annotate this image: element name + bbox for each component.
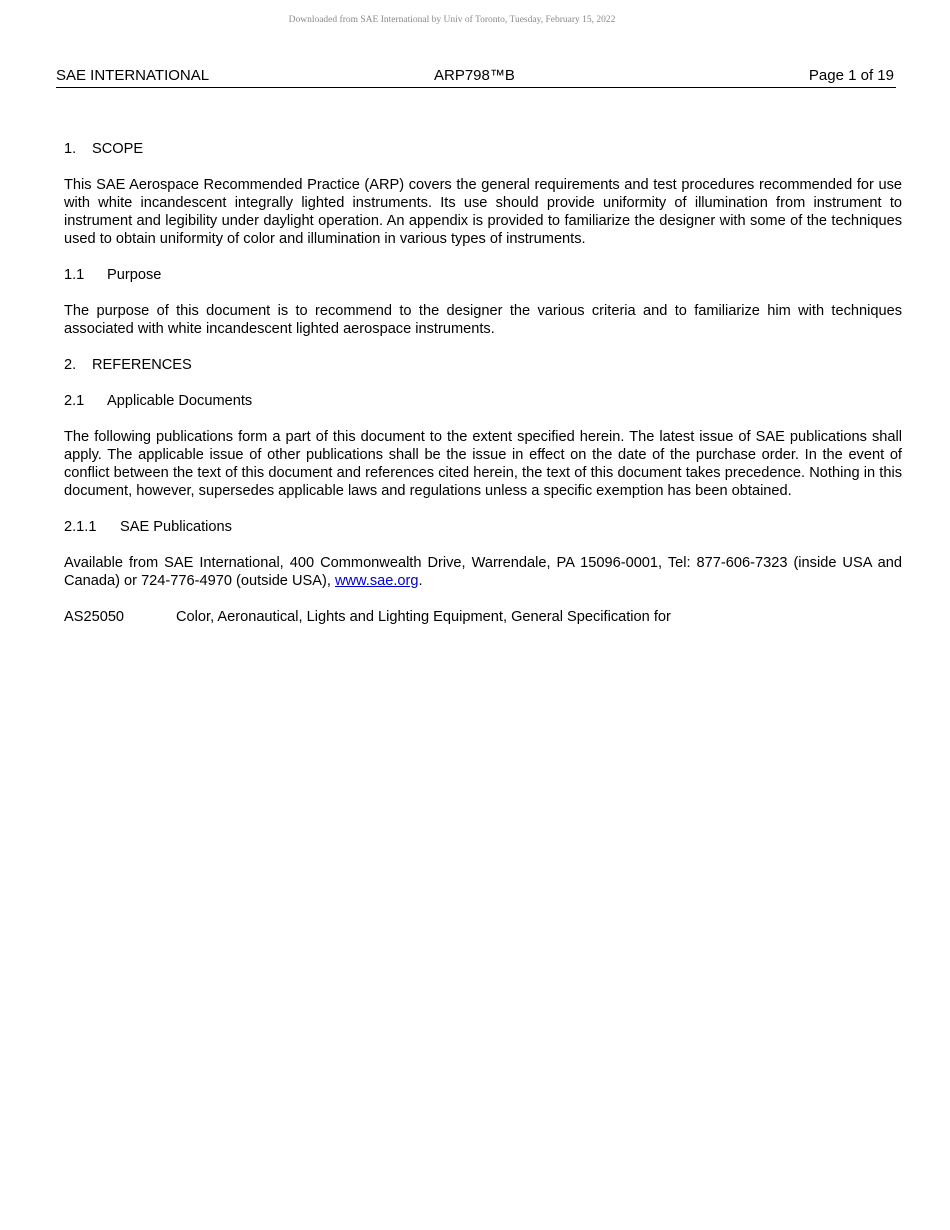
document-body bbox=[64, 140, 902, 626]
download-watermark: Downloaded from SAE International by Univ of Toronto, Tuesday, February 15, 2022 bbox=[288, 15, 616, 25]
section-number: 2.1.1 bbox=[64, 519, 97, 535]
availability-suffix: . bbox=[418, 573, 423, 589]
applicable-documents-paragraph: The following publications form a part of this document to the extent specified herein. The latest issue of SAE publications shall apply. The applicable issue of other publications shall be the issue in effect on the date of the purchase order. In the event of conflict between the text of this document and references cited herein, the text of this document takes precedence. Nothing in this document, however, supersedes applicable laws and regulations unless a specific exemption has been obtained. bbox=[64, 429, 902, 499]
purpose-paragraph: The purpose of this document is to recommend to the designer the various criteria and to familiarize him with techniques associated with white incandescent lighted aerospace instruments. bbox=[64, 303, 902, 337]
section-title: SAE Publications bbox=[120, 519, 232, 535]
availability-text: Available from SAE International, 400 Commonwealth Drive, Warrendale, PA 15096-0001, Tel: 877-606-7323 (inside USA and Canada) or 724-776-4970 (outside USA), bbox=[64, 555, 902, 589]
header-page-number: Page 1 of 19 bbox=[808, 67, 894, 84]
section-number: 2. bbox=[64, 357, 77, 373]
section-title: REFERENCES bbox=[92, 357, 192, 373]
section-1-1-heading bbox=[64, 266, 902, 284]
section-title: Applicable Documents bbox=[107, 393, 253, 409]
sae-publications-paragraph bbox=[64, 554, 902, 590]
section-2-heading bbox=[64, 356, 902, 374]
section-number: 1. bbox=[64, 141, 77, 157]
header-organization: SAE INTERNATIONAL bbox=[56, 67, 210, 84]
section-title: SCOPE bbox=[92, 141, 144, 157]
reference-entry bbox=[64, 608, 902, 626]
section-number: 2.1 bbox=[64, 393, 85, 409]
sae-website-link[interactable]: www.sae.org bbox=[334, 573, 419, 589]
page-header bbox=[56, 66, 896, 88]
reference-code: AS25050 bbox=[64, 609, 125, 625]
section-2-1-heading bbox=[64, 392, 902, 410]
section-title: Purpose bbox=[107, 267, 162, 283]
section-1-heading bbox=[64, 140, 902, 158]
reference-title: Color, Aeronautical, Lights and Lighting Equipment, General Specification for bbox=[176, 609, 671, 625]
section-number: 1.1 bbox=[64, 267, 85, 283]
section-2-1-1-heading bbox=[64, 518, 902, 536]
scope-paragraph: This SAE Aerospace Recommended Practice (ARP) covers the general requirements and test procedures recommended for use with white incandescent integrally lighted instruments. Its use should provide uniformity of illumination from instrument to instrument and legibility under daylight operation. An appendix is provided to familiarize the designer with some of the techniques used to obtain uniformity of color and illumination in various types of instruments. bbox=[64, 177, 902, 247]
header-document-number: ARP798™B bbox=[434, 67, 515, 84]
